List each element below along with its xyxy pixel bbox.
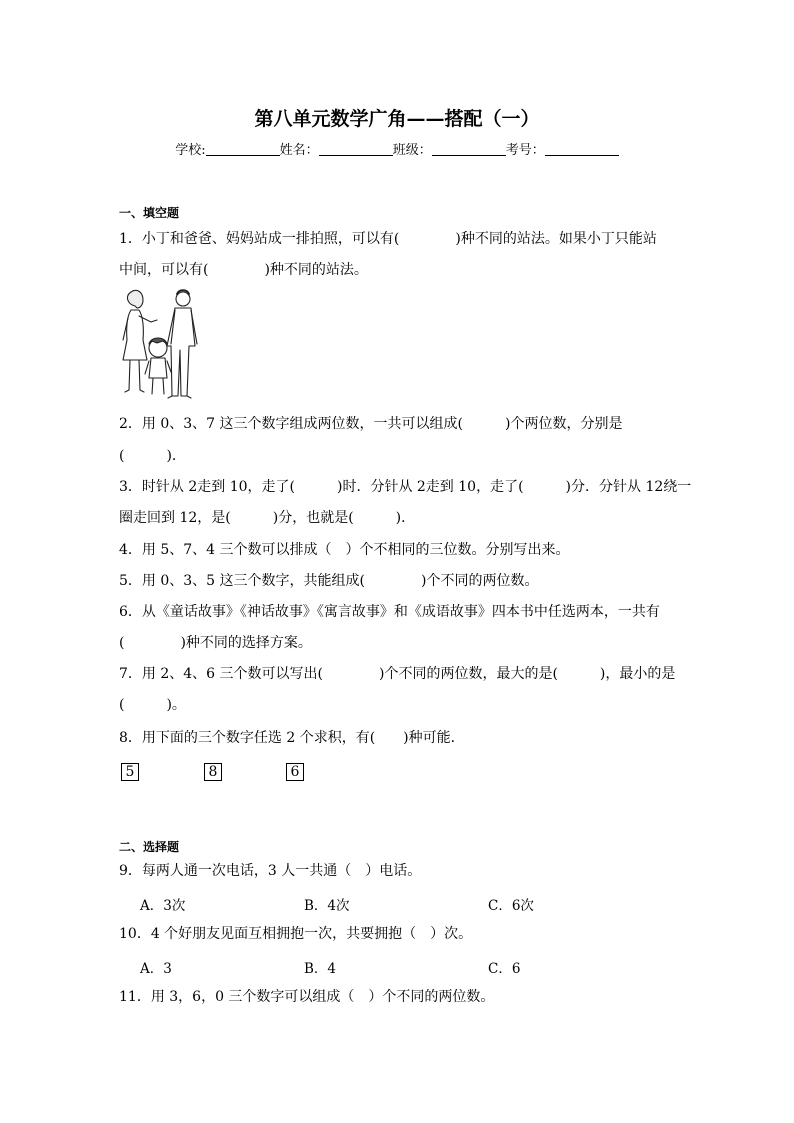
question-3-line-1: 3．时针从 2走到 10，走了( )时．分针从 2走到 10，走了( )分．分针从 12绕一 <box>119 479 692 495</box>
question-5: 5．用 0、3、5 这三个数字，共能组成( )个不同的两位数。 <box>119 573 539 589</box>
question-10-option-b[interactable]: B．4 <box>304 961 337 977</box>
family-illustration <box>117 288 209 400</box>
question-1-line-1: 1．小丁和爸爸、妈妈站成一排拍照，可以有( )种不同的站法。如果小丁只能站 <box>119 231 657 247</box>
name-label: 姓名： <box>279 143 319 158</box>
question-4: 4．用 5、7、4 三个数可以排成（ ）个不相同的三位数。分别写出来。 <box>119 542 570 558</box>
question-9-option-a[interactable]: A．3次 <box>140 898 186 914</box>
question-9-option-b[interactable]: B．4次 <box>304 898 350 914</box>
question-1-line-2: 中间，可以有( )种不同的站法。 <box>119 262 368 278</box>
question-8: 8．用下面的三个数字任选 2 个求积，有( )种可能． <box>119 730 465 746</box>
section-fill-blank-heading: 一、填空题 <box>119 206 180 220</box>
question-2-line-1: 2．用 0、3、7 这三个数字组成两位数，一共可以组成( )个两位数，分别是 <box>119 416 623 432</box>
question-9-option-c[interactable]: C．6次 <box>488 898 534 914</box>
question-7-line-2: ( )。 <box>119 697 186 713</box>
question-2-line-2: ( )． <box>119 448 186 464</box>
question-6-line-1: 6．从《童话故事》《神话故事》《寓言故事》和《成语故事》四本书中任选两本，一共有 <box>119 604 660 620</box>
class-label: 班级： <box>392 143 432 158</box>
student-info-line <box>0 139 794 158</box>
digit-card: 6 <box>286 763 304 781</box>
question-9: 9．每两人通一次电话，3 人一共通（ ）电话。 <box>119 863 422 879</box>
question-10-option-a[interactable]: A．3 <box>140 961 172 977</box>
question-10: 10．4 个好朋友见面互相拥抱一次，共要拥抱（ ）次。 <box>119 926 473 942</box>
name-blank[interactable] <box>319 141 393 156</box>
question-6-line-2: ( )种不同的选择方案。 <box>119 635 312 651</box>
digit-card: 8 <box>204 763 222 781</box>
section-choice-heading: 二、选择题 <box>119 840 180 854</box>
number-blank[interactable] <box>545 141 619 156</box>
question-10-option-c[interactable]: C．6 <box>488 961 521 977</box>
number-label: 考号： <box>505 143 545 158</box>
school-label: 学校: <box>175 143 206 158</box>
question-11: 11．用 3，6，0 三个数字可以组成（ ）个不同的两位数。 <box>119 989 495 1005</box>
digit-card: 5 <box>121 763 139 781</box>
question-7-line-1: 7．用 2、4、6 三个数可以写出( )个不同的两位数，最大的是( )，最小的是 <box>119 666 676 682</box>
class-blank[interactable] <box>432 141 506 156</box>
question-3-line-2: 圈走回到 12，是( )分，也就是( )． <box>119 510 416 526</box>
school-blank[interactable] <box>206 141 280 156</box>
page-title: 第八单元数学广角——搭配（一） <box>254 108 540 130</box>
